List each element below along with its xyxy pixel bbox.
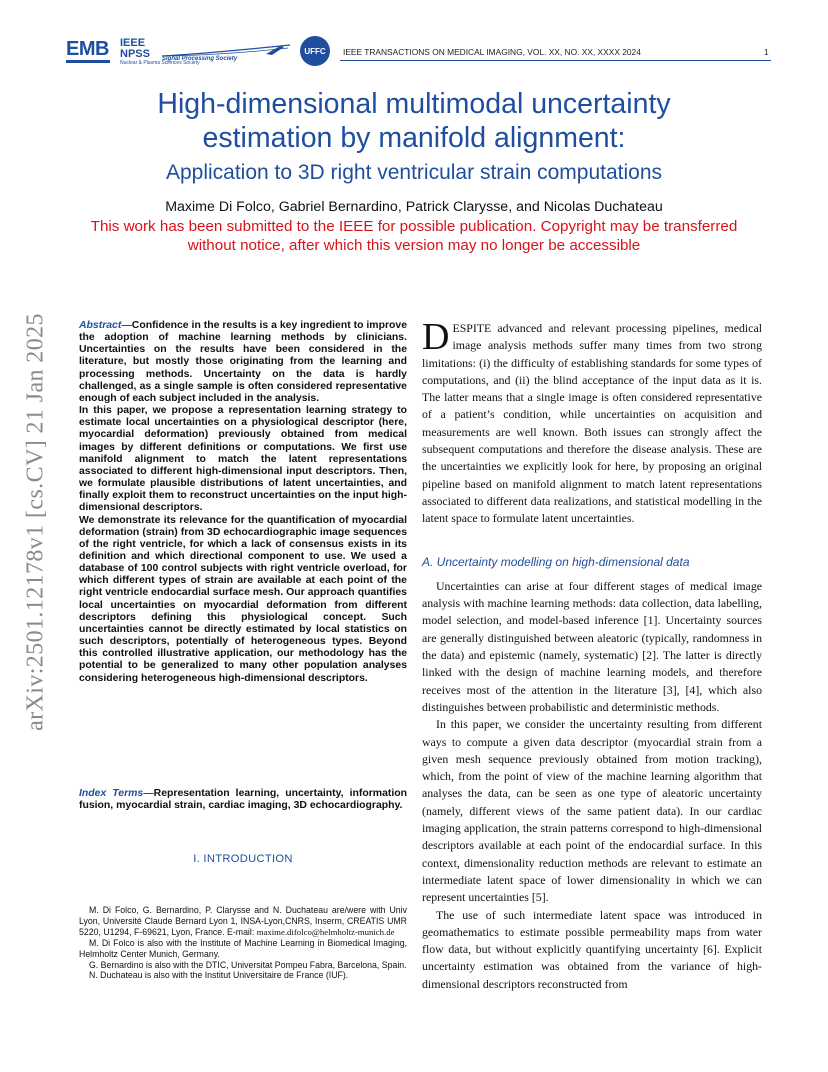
footnote-3: G. Bernardino is also with the DTIC, Universitat Pompeu Fabra, Barcelona, Spain. [89,959,407,970]
index-terms [79,788,407,813]
ieee-logo-text: IEEE [120,37,146,49]
title-line-2: estimation by manifold alignment: [202,122,626,154]
abstract-paragraph-1 [79,320,407,405]
paper-subtitle: Application to 3D right ventricular strain computations [165,161,663,184]
body-paragraph-2: Uncertainties can arise at four different stages of medical image analysis with machine learning methods: data collection, data labelling, model selection, and model-based inference [1]. Uncertainty sources are generally distinguished between aleatoric (typically, randomness in the data) and epistemic (namely, systematic) [2]. The latter is directly linked with the design of machine learning models, and therefore receives most of the attention in the literature [3], [4], which also distinguishes between probabilistic and deterministic methods. [422,578,762,714]
footnote-2: M. Di Folco is also with the Institute of Machine Learning in Biomedical Imaging, Helmholtz Center Munich, Germany. [79,937,407,959]
journal-header: IEEE TRANSACTIONS ON MEDICAL IMAGING, VOL. XX, NO. XX, XXXX 2024 [343,47,641,57]
uffc-logo [300,36,330,66]
emb-logo [66,38,109,61]
subsection-heading-a: A. Uncertainty modelling on high-dimensional data [422,554,690,569]
body-right-column [422,316,762,993]
dropcap-letter: D [422,316,450,358]
intro-smallcaps: ESPITE [452,321,492,335]
email-link[interactable]: maxime.difolco@helmholtz-munich.de [256,926,395,937]
author-list: Maxime Di Folco, Gabriel Bernardino, Patrick Clarysse, and Nicolas Duchateau [165,199,663,215]
footnote-affiliation-text: M. Di Folco, G. Bernardino, P. Clarysse and N. Duchateau are/were with Univ Lyon, Université Claude Bernard Lyon 1, INSA-Lyon,CNRS, Inserm, CREATIS UMR 5220, U1294, F-69621, Lyon, France. E-mail: [79,905,407,937]
footnote-affiliation [79,905,407,938]
sps-logo-text: Signal Processing Society [162,56,238,62]
intro-text: advanced and relevant processing pipelines, medical image analysis methods suffer many times from two strong limitations: (i) the difficulty of establishing standards for some types of computations, and (ii) the blind acceptance of the input data as it is. The latter means that a single image is often considered representative of a patient’s condition, while uncertainties on acquisition and measurements are well known. Both issues can strongly affect the subsequent computations and therefore the disease analysis. These are the uncertainties we explicitly look for here, by proposing an original pipeline based on manifold alignment to match latent representations associated to different data realizations, and statistical modelling in the latent space to formulate latent uncertainties. [422,321,762,526]
npss-logo-text: NPSS [120,48,150,60]
arxiv-stamp-text: arXiv:2501.12178v1 [cs.CV] 21 Jan 2025 [22,313,49,731]
notice-line-1: This work has been submitted to the IEEE for possible publication. Copyright may be transferred [90,218,738,235]
signal-processing-society-logo [162,44,292,68]
abstract-paragraph-2: In this paper, we propose a representation learning strategy to estimate local uncertainties on a physiological descriptor (here, myocardial deformation) previously obtained from medical images by different definitions or computations. We first use manifold alignment to match the latent representations associated to different high-dimensional input descriptors. Then, we formulate plausible distributions of latent uncertainties, and finally exploit them to reconstruct uncertainties on the input high-dimensional descriptors. [79,405,407,514]
intro-paragraph [422,316,762,528]
page-number: 1 [764,47,769,57]
header-rule [340,60,771,61]
index-terms-text: Representation learning, uncertainty, information fusion, myocardial strain, cardiac imaging, 3D echocardiography. [79,788,407,812]
footnote-4: N. Duchateau is also with the Institut Universitaire de France (IUF). [89,970,349,981]
title-line-1: High-dimensional multimodal uncertainty [157,88,671,120]
section-heading-introduction: I. INTRODUCTION [193,853,293,865]
abstract [79,320,407,685]
body-paragraph-4: The use of such intermediate latent space was introduced in geomathematics to estimate possible permeability maps from water flow data, but without explicitly quantifying uncertainty [6]. Explicit uncertainty estimation was obtained from the variance of high-dimensional descriptors reconstructed from [422,907,762,991]
index-terms-label: Index Terms— [79,788,154,799]
abstract-paragraph-3: We demonstrate its relevance for the quantification of myocardial deformation (strain) from 3D echocardiographic image sequences of the right ventricle, for which a lack of consensus exists in its definition and which directional component to use. We used a database of 100 control subjects with right ventricle overload, for which different types of strain are available at each point of the right ventricle endocardial surface mesh. Our approach quantifies local uncertainties on myocardial deformation from different descriptors defining this physiological concept. Such uncertainties cannot be directly estimated by local statistics on such descriptors, potentially of heterogeneous types. Beyond this controlled illustrative application, our methodology has the potential to be generalized to many other population analyses considering heterogeneous high-dimensional descriptors. [79,514,407,684]
body-paragraph-3: In this paper, we consider the uncertainty resulting from different ways to compute a given data descriptor (myocardial strain from a given mesh sequence previously obtained from motion tracking), which, from the point of view of the machine learning algorithm that analyses the data, can be seen as one type of aleatoric uncertainty (namely, different views of the same patient data). In our cardiac imaging application, the strain patterns correspond to high-dimensional descriptors available at each point of the endocardial surface. In this context, dimensionality reduction methods are relevant to estimate an intermediate latent space of lower dimensionality in which we can represent uncertainties [5]. [422,717,762,905]
abstract-text-1: Confidence in the results is a key ingredient to improve the adoption of machine learning methods by clinicians. Uncertainties on the results have been considered in the literature, but mostly those originating from the learning and processing methods. Uncertainty on the data is hardly challenged, as a single sample is often considered representative enough of each subject included in the analysis. [79,320,407,404]
publisher-logos [66,36,332,68]
paper-title [40,87,788,155]
uffc-logo-text: UFFC [304,46,326,56]
abstract-label: Abstract— [79,320,132,331]
notice-line-2: without notice, after which this version may no longer be accessible [187,237,641,254]
copyright-notice [40,217,788,255]
footnotes [79,905,407,981]
emb-logo-text: EMB [66,38,109,60]
npss-logo-subtext: Nuclear & Plasma Sciences Society [120,60,200,66]
